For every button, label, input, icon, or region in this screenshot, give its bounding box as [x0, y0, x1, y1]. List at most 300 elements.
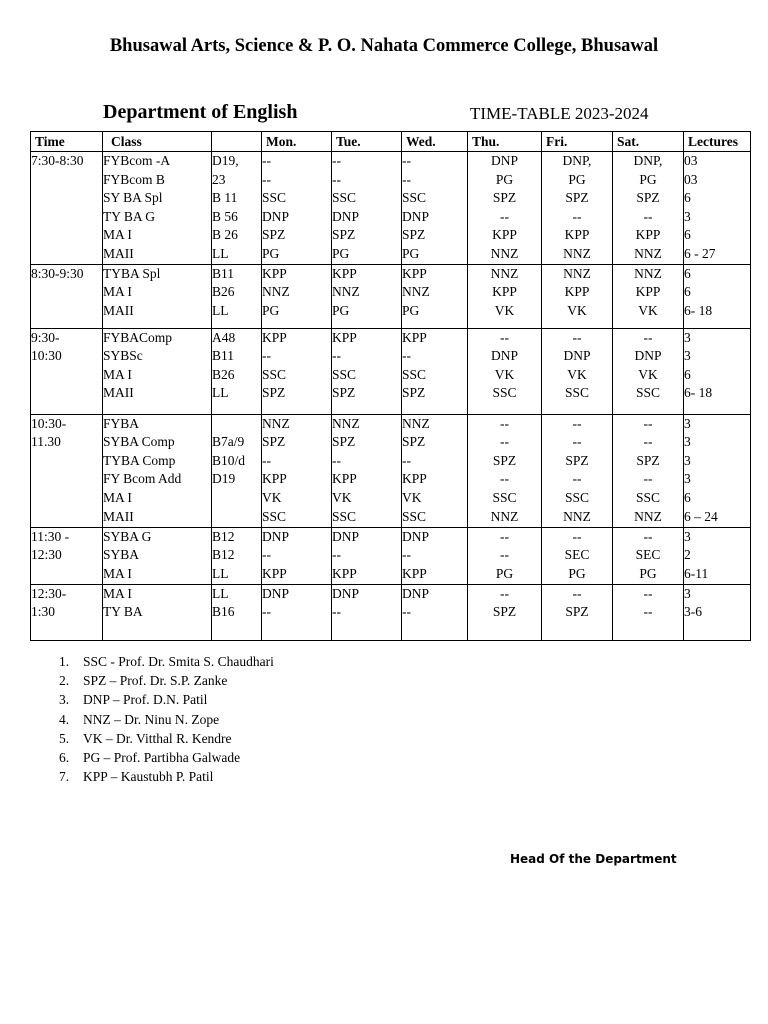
mon-cell: [262, 152, 332, 265]
tue-line: SPZ: [332, 227, 356, 243]
room-line: B26: [212, 366, 235, 382]
time-line: 11.30: [31, 434, 61, 450]
sat-line: --: [643, 585, 653, 601]
class-line: FYBA: [103, 415, 140, 431]
wed-line: SPZ: [402, 385, 426, 401]
wed-line: DNP: [402, 528, 430, 544]
fri-cell: [542, 527, 613, 584]
class-cell: [103, 527, 212, 584]
time-line: 1:30: [31, 604, 56, 620]
lectures-line: 6: [684, 227, 691, 243]
mon-line: --: [262, 547, 271, 563]
wed-line: PG: [402, 245, 420, 261]
wed-line: --: [402, 153, 411, 168]
lectures-line: 6: [684, 489, 691, 505]
mon-line: DNP: [262, 208, 290, 224]
tue-line: --: [332, 604, 341, 620]
room-cell: [212, 584, 262, 640]
header-class: Class: [103, 132, 212, 152]
thu-cell: [468, 264, 542, 328]
wed-cell: [402, 152, 468, 265]
room-line: LL: [212, 565, 229, 581]
wed-cell: [402, 414, 468, 527]
tue-line: KPP: [332, 265, 357, 281]
legend-item: [59, 767, 274, 786]
legend-number: 2.: [59, 673, 70, 689]
wed-line: --: [402, 604, 411, 620]
thu-line: SSC: [492, 489, 517, 505]
fri-line: --: [572, 329, 582, 345]
wed-line: NNZ: [402, 415, 430, 431]
room-line: LL: [212, 302, 229, 318]
legend-item: [59, 671, 274, 690]
sat-line: VK: [638, 366, 658, 382]
mon-line: KPP: [262, 265, 287, 281]
sat-line: DNP: [634, 348, 662, 364]
fri-line: SSC: [564, 385, 590, 401]
legend-text: VK – Dr. Vitthal R. Kendre: [83, 730, 232, 746]
time-line: 7:30-8:30: [31, 153, 84, 168]
legend-item: [59, 729, 274, 748]
class-line: MAII: [103, 245, 134, 261]
class-line: MAII: [103, 385, 134, 401]
fri-line: SSC: [564, 489, 590, 505]
room-line: B 11: [212, 190, 238, 206]
room-line: A48: [212, 329, 236, 345]
room-line: LL: [212, 585, 229, 601]
legend-number: 4.: [59, 711, 70, 727]
mon-line: VK: [262, 489, 282, 505]
sat-cell: [613, 584, 684, 640]
sat-line: --: [643, 528, 653, 544]
lectures-line: 3: [684, 452, 691, 468]
fri-line: DNP,: [562, 153, 592, 168]
class-line: FYBcom -A: [103, 153, 171, 168]
head-of-department-signature: Head Of the Department: [510, 852, 677, 866]
sat-cell: [613, 328, 684, 414]
fri-line: SEC: [564, 547, 590, 563]
legend-number: 1.: [59, 654, 70, 669]
time-line: 10:30: [31, 348, 62, 364]
wed-line: KPP: [402, 471, 427, 487]
table-row: [31, 414, 751, 527]
sat-line: NNZ: [634, 508, 662, 524]
tue-line: --: [332, 153, 341, 168]
tue-line: --: [332, 348, 341, 364]
mon-line: SPZ: [262, 227, 286, 243]
class-line: FY Bcom Add: [103, 471, 182, 487]
thu-cell: [468, 152, 542, 265]
wed-line: SPZ: [402, 227, 426, 243]
time-cell: [31, 414, 103, 527]
wed-line: SSC: [402, 190, 427, 206]
lectures-cell: [684, 584, 751, 640]
wed-line: KPP: [402, 329, 427, 345]
tue-line: DNP: [332, 528, 360, 544]
wed-line: KPP: [402, 265, 427, 281]
thu-line: --: [500, 471, 509, 487]
thu-cell: [468, 414, 542, 527]
header-sat: Sat.: [613, 132, 684, 152]
wed-line: DNP: [402, 208, 430, 224]
class-line: MAII: [103, 508, 134, 524]
wed-line: VK: [402, 489, 422, 505]
tue-line: NNZ: [332, 415, 360, 431]
mon-cell: [262, 328, 332, 414]
legend-item: [59, 710, 274, 729]
sat-line: VK: [638, 302, 658, 318]
class-cell: [103, 414, 212, 527]
header-lectures: Lectures: [684, 132, 751, 152]
mon-line: PG: [262, 302, 280, 318]
time-line: 12:30: [31, 547, 62, 563]
header-thu: Thu.: [468, 132, 542, 152]
fri-line: KPP: [564, 227, 590, 243]
class-line: FYBcom B: [103, 171, 165, 187]
lectures-line: 3-6: [684, 604, 702, 620]
room-line: B 26: [212, 227, 238, 243]
sat-cell: [613, 152, 684, 265]
sat-line: KPP: [635, 227, 661, 243]
thu-line: --: [500, 528, 509, 544]
time-line: 11:30 -: [31, 528, 70, 544]
header-tue: Tue.: [332, 132, 402, 152]
thu-line: PG: [495, 565, 514, 581]
room-line: [212, 415, 261, 434]
thu-line: --: [500, 415, 509, 431]
fri-line: DNP: [563, 348, 591, 364]
legend-text: KPP – Kaustubh P. Patil: [83, 769, 214, 785]
mon-line: --: [262, 452, 271, 468]
mon-line: KPP: [262, 471, 287, 487]
class-line: MA I: [103, 284, 132, 300]
class-line: MA I: [103, 366, 132, 382]
tue-line: --: [332, 452, 341, 468]
class-line: SYBSc: [103, 348, 143, 364]
legend-item: [59, 652, 274, 671]
time-line: 12:30-: [31, 585, 67, 601]
mon-line: NNZ: [262, 415, 290, 431]
mon-cell: [262, 527, 332, 584]
lectures-line: 6: [684, 265, 691, 281]
fri-cell: [542, 264, 613, 328]
tue-line: SSC: [332, 190, 357, 206]
header-mon: Mon.: [262, 132, 332, 152]
sat-line: SSC: [635, 385, 661, 401]
fri-cell: [542, 414, 613, 527]
tue-line: KPP: [332, 565, 357, 581]
sat-line: NNZ: [634, 265, 662, 281]
room-cell: [212, 264, 262, 328]
thu-line: --: [500, 585, 509, 601]
legend-item: [59, 748, 274, 767]
time-cell: [31, 584, 103, 640]
tue-line: VK: [332, 489, 352, 505]
lectures-cell: [684, 264, 751, 328]
tue-cell: [332, 584, 402, 640]
mon-line: --: [262, 604, 271, 620]
time-cell: [31, 328, 103, 414]
room-line: D19: [212, 471, 236, 487]
wed-line: --: [402, 171, 411, 187]
lectures-line: 3: [684, 415, 691, 431]
table-row: [31, 264, 751, 328]
class-line: SYBA: [103, 547, 140, 563]
thu-line: DNP: [490, 348, 518, 364]
thu-line: --: [500, 434, 509, 450]
teacher-legend: [59, 652, 274, 786]
sat-line: SPZ: [636, 452, 660, 468]
lectures-line: 2: [684, 547, 691, 563]
fri-line: NNZ: [563, 245, 591, 261]
thu-line: --: [500, 329, 509, 345]
lectures-line: 6 - 27: [684, 245, 716, 261]
header-fri: Fri.: [542, 132, 613, 152]
room-line: LL: [212, 245, 229, 261]
fri-line: KPP: [564, 284, 590, 300]
legend-text: SPZ – Prof. Dr. S.P. Zanke: [83, 673, 228, 689]
fri-line: --: [572, 471, 582, 487]
thu-line: KPP: [492, 284, 517, 300]
class-line: SYBA G: [103, 528, 152, 544]
fri-line: PG: [568, 565, 586, 581]
fri-line: SPZ: [565, 190, 589, 206]
wed-line: SPZ: [402, 434, 426, 450]
tue-line: PG: [332, 302, 350, 318]
class-line: MAII: [103, 302, 134, 318]
room-line: B11: [212, 265, 235, 281]
tue-line: SPZ: [332, 385, 356, 401]
lectures-line: 6 – 24: [684, 508, 718, 524]
lectures-line: 6- 18: [684, 385, 713, 401]
room-line: LL: [212, 385, 229, 401]
time-line: 8:30-9:30: [31, 265, 84, 281]
lectures-line: 3: [684, 348, 691, 364]
fri-line: VK: [567, 302, 587, 318]
fri-line: PG: [568, 171, 586, 187]
sat-line: --: [643, 434, 653, 450]
time-cell: [31, 152, 103, 265]
tue-line: SSC: [332, 366, 357, 382]
thu-cell: [468, 328, 542, 414]
tue-line: PG: [332, 245, 350, 261]
legend-number: 5.: [59, 730, 70, 746]
thu-cell: [468, 584, 542, 640]
sat-line: --: [643, 415, 653, 431]
thu-line: VK: [494, 302, 515, 318]
class-line: MA I: [103, 585, 132, 601]
legend-text: NNZ – Dr. Ninu N. Zope: [83, 711, 220, 727]
room-line: B26: [212, 284, 235, 300]
thu-line: --: [500, 208, 509, 224]
room-line: [212, 489, 261, 508]
class-cell: [103, 328, 212, 414]
header-room: [212, 132, 262, 152]
mon-cell: [262, 414, 332, 527]
mon-line: DNP: [262, 585, 290, 601]
room-line: D19,: [212, 153, 239, 168]
wed-line: --: [402, 452, 411, 468]
lectures-cell: [684, 328, 751, 414]
fri-line: NNZ: [563, 265, 591, 281]
thu-line: SPZ: [492, 190, 517, 206]
wed-line: NNZ: [402, 284, 430, 300]
lectures-line: 6- 18: [684, 302, 713, 318]
legend-number: 3.: [59, 692, 70, 708]
thu-line: PG: [495, 171, 514, 187]
mon-line: SSC: [262, 190, 287, 206]
sat-line: NNZ: [634, 245, 662, 261]
mon-line: SPZ: [262, 385, 286, 401]
lectures-line: 6-11: [684, 565, 709, 581]
class-line: TYBA Comp: [103, 452, 176, 468]
wed-line: KPP: [402, 565, 427, 581]
class-line: MA I: [103, 489, 132, 505]
room-line: 23: [212, 171, 226, 187]
lectures-line: 3: [684, 329, 691, 345]
sat-cell: [613, 264, 684, 328]
sat-line: PG: [639, 171, 657, 187]
class-line: TY BA G: [103, 208, 156, 224]
fri-cell: [542, 584, 613, 640]
tue-line: DNP: [332, 585, 360, 601]
lectures-line: 3: [684, 585, 691, 601]
fri-line: VK: [567, 366, 587, 382]
lectures-line: 03: [684, 171, 698, 187]
mon-cell: [262, 264, 332, 328]
thu-line: SPZ: [492, 452, 517, 468]
tue-line: SSC: [332, 508, 357, 524]
class-line: MA I: [103, 565, 132, 581]
room-cell: [212, 414, 262, 527]
class-line: SYBA Comp: [103, 434, 175, 450]
fri-line: --: [572, 585, 582, 601]
thu-line: SSC: [492, 385, 517, 401]
class-cell: [103, 584, 212, 640]
header-wed: Wed.: [402, 132, 468, 152]
tue-line: --: [332, 547, 341, 563]
sat-cell: [613, 527, 684, 584]
tue-line: SPZ: [332, 434, 356, 450]
sat-line: --: [643, 471, 653, 487]
mon-line: SSC: [262, 508, 287, 524]
class-line: FYBAComp: [103, 329, 173, 345]
class-cell: [103, 264, 212, 328]
thu-line: SPZ: [492, 604, 517, 620]
fri-line: SPZ: [565, 452, 589, 468]
sat-line: KPP: [635, 284, 661, 300]
lectures-line: 3: [684, 434, 691, 450]
wed-line: --: [402, 348, 411, 364]
lectures-line: 03: [684, 153, 698, 168]
legend-text: SSC - Prof. Dr. Smita S. Chaudhari: [83, 654, 274, 669]
wed-line: SSC: [402, 366, 427, 382]
sat-line: SSC: [635, 489, 661, 505]
lectures-cell: [684, 527, 751, 584]
thu-line: VK: [494, 366, 515, 382]
tue-cell: [332, 328, 402, 414]
lectures-line: 6: [684, 284, 691, 300]
tue-cell: [332, 152, 402, 265]
class-cell: [103, 152, 212, 265]
lectures-line: 6: [684, 190, 691, 206]
room-line: B7a/9: [212, 434, 245, 450]
sat-line: SPZ: [636, 190, 660, 206]
table-row: [31, 328, 751, 414]
sat-line: --: [643, 604, 653, 620]
tue-line: --: [332, 171, 341, 187]
lectures-line: 3: [684, 528, 691, 544]
class-line: SY BA Spl: [103, 190, 163, 206]
wed-cell: [402, 527, 468, 584]
lectures-cell: [684, 152, 751, 265]
time-line: 10:30-: [31, 415, 67, 431]
fri-cell: [542, 152, 613, 265]
room-line: B 56: [212, 208, 238, 224]
time-cell: [31, 527, 103, 584]
fri-line: NNZ: [563, 508, 591, 524]
fri-line: --: [572, 415, 582, 431]
mon-line: KPP: [262, 329, 287, 345]
college-name: Bhusawal Arts, Science & P. O. Nahata Commerce College, Bhusawal: [109, 36, 659, 56]
legend-item: [59, 690, 274, 709]
sat-line: SEC: [635, 547, 661, 563]
fri-line: --: [572, 434, 582, 450]
room-cell: [212, 152, 262, 265]
tue-cell: [332, 414, 402, 527]
fri-line: --: [572, 208, 582, 224]
lectures-line: 6: [684, 366, 691, 382]
sat-line: --: [643, 329, 653, 345]
room-line: B12: [212, 547, 235, 563]
legend-number: 6.: [59, 749, 70, 765]
fri-line: --: [572, 528, 582, 544]
thu-line: --: [500, 547, 509, 563]
timetable-table: [30, 131, 751, 641]
fri-line: SPZ: [565, 604, 589, 620]
wed-line: SSC: [402, 508, 427, 524]
mon-line: SSC: [262, 366, 287, 382]
time-line: 9:30-: [31, 329, 60, 345]
tue-line: KPP: [332, 329, 357, 345]
room-line: B12: [212, 528, 235, 544]
timetable-title: TIME-TABLE 2023-2024: [470, 104, 649, 123]
mon-line: --: [262, 171, 271, 187]
thu-line: DNP: [490, 153, 518, 168]
mon-line: DNP: [262, 528, 290, 544]
sat-cell: [613, 414, 684, 527]
room-line: B10/d: [212, 452, 246, 468]
thu-line: KPP: [492, 227, 517, 243]
thu-line: NNZ: [490, 265, 519, 281]
wed-cell: [402, 264, 468, 328]
tue-line: NNZ: [332, 284, 360, 300]
table-row: [31, 152, 751, 265]
fri-cell: [542, 328, 613, 414]
legend-text: DNP – Prof. D.N. Patil: [83, 692, 208, 708]
mon-line: SPZ: [262, 434, 286, 450]
mon-cell: [262, 584, 332, 640]
room-cell: [212, 328, 262, 414]
tue-cell: [332, 264, 402, 328]
thu-cell: [468, 527, 542, 584]
class-line: TY BA: [103, 604, 143, 620]
wed-cell: [402, 328, 468, 414]
sat-line: --: [643, 208, 653, 224]
mon-line: --: [262, 153, 271, 168]
thu-line: NNZ: [490, 245, 519, 261]
mon-line: NNZ: [262, 284, 290, 300]
